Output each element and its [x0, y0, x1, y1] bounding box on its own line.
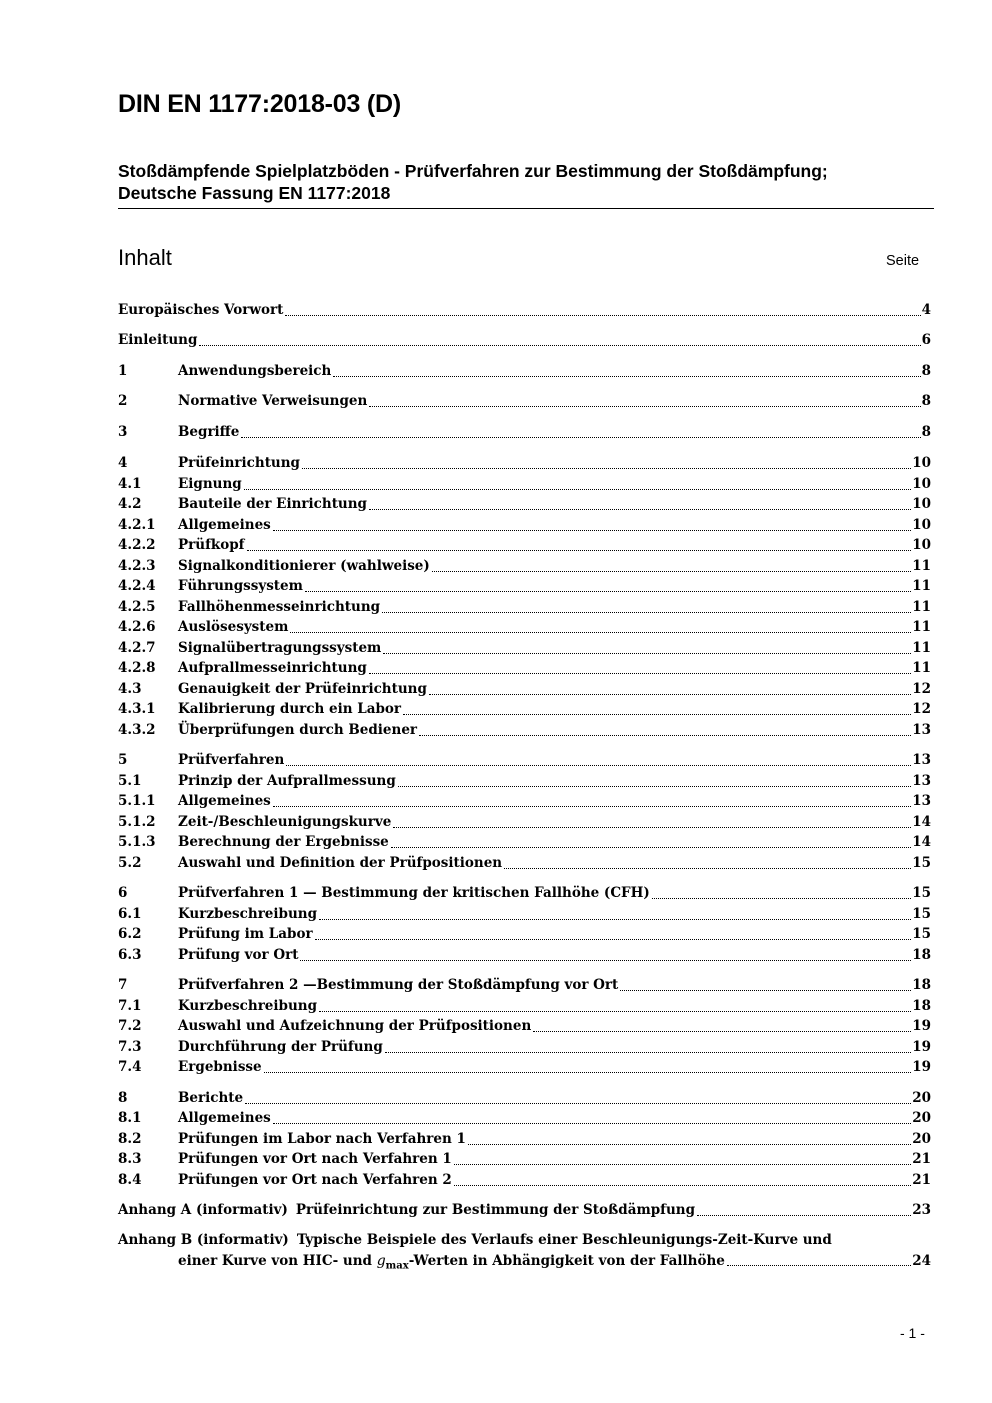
toc-section-title: Prüfverfahren — [178, 752, 285, 768]
document-title: DIN EN 1177:2018-03 (D) — [118, 90, 402, 118]
toc-leader-dots — [454, 1163, 911, 1165]
toc-leader-dots — [429, 693, 911, 695]
toc-section-number: 2 — [118, 393, 128, 409]
toc-page-number: 15 — [912, 885, 931, 901]
toc-section-title: Auslösesystem — [178, 619, 289, 635]
toc-page-number: 8 — [921, 424, 931, 440]
toc-entry[interactable] — [118, 599, 931, 619]
toc-entry[interactable] — [118, 752, 931, 772]
toc-section-title: Prinzip der Aufprallmessung — [178, 773, 396, 789]
toc-page-number: 20 — [912, 1131, 931, 1147]
toc-section-title: Allgemeines — [178, 1110, 271, 1126]
toc-annex-title: Prüfeinrichtung zur Bestimmung der Stoßdämpfung — [295, 1202, 696, 1218]
toc-entry[interactable] — [118, 701, 931, 721]
toc-leader-dots — [273, 805, 911, 807]
toc-section-number: 6.3 — [118, 947, 142, 963]
toc-leader-dots — [286, 764, 911, 766]
toc-section-title: Auswahl und Definition der Prüfpositionen — [178, 855, 503, 871]
toc-page-number: 6 — [921, 332, 931, 348]
toc-section-number: 4.3.2 — [118, 722, 156, 738]
toc-entry[interactable] — [118, 578, 931, 598]
toc-section-number: 7 — [118, 977, 128, 993]
toc-page-number: 15 — [912, 926, 931, 942]
toc-page-number: 8 — [921, 363, 931, 379]
g-max-subscript: max — [385, 1260, 409, 1272]
toc-entry[interactable] — [118, 1172, 931, 1192]
toc-section-number: 4.3 — [118, 681, 142, 697]
toc-section-number: 5.1.3 — [118, 834, 156, 850]
toc-section-title: Aufprallmesseinrichtung — [178, 660, 367, 676]
toc-entry[interactable] — [118, 1090, 931, 1110]
toc-section-number: 7.4 — [118, 1059, 142, 1075]
toc-entry[interactable] — [118, 496, 931, 516]
toc-page-number: 24 — [912, 1253, 931, 1269]
toc-page-number: 10 — [912, 476, 931, 492]
toc-leader-dots — [315, 938, 912, 940]
toc-section-number: 7.3 — [118, 1039, 142, 1055]
toc-section-title: Europäisches Vorwort — [118, 302, 284, 318]
toc-leader-dots — [244, 488, 911, 490]
toc-section-title: Fallhöhenmesseinrichtung — [178, 599, 381, 615]
toc-section-title: Signalübertragungssystem — [178, 640, 382, 656]
toc-annex-label: Anhang B (informativ) — [118, 1232, 289, 1248]
toc-section-number: 1 — [118, 363, 128, 379]
toc-leader-dots — [727, 1264, 911, 1266]
toc-section-number: 5.1.1 — [118, 793, 156, 809]
toc-section-title: Signalkonditionierer (wahlweise) — [178, 558, 430, 574]
toc-leader-dots — [241, 436, 920, 438]
toc-entry[interactable] — [118, 834, 931, 854]
toc-page-number: 13 — [912, 752, 931, 768]
toc-leader-dots — [419, 734, 911, 736]
toc-annex-label: Anhang A (informativ) — [118, 1202, 288, 1218]
toc-leader-dots — [290, 631, 911, 633]
toc-section-title: Zeit-/Beschleunigungskurve — [178, 814, 392, 830]
toc-page-number: 10 — [912, 537, 931, 553]
toc-entry[interactable] — [118, 424, 931, 444]
toc-entry[interactable] — [118, 1131, 931, 1151]
toc-section-title: Eignung — [178, 476, 242, 492]
toc-page-number: 11 — [912, 558, 931, 574]
toc-page-number: 19 — [912, 1039, 931, 1055]
toc-leader-dots — [245, 1102, 911, 1104]
page-column-heading: Seite — [886, 253, 920, 269]
toc-page-number: 18 — [912, 947, 931, 963]
toc-section-title: Prüfkopf — [178, 537, 245, 553]
toc-section-title: Einleitung — [118, 332, 198, 348]
toc-leader-dots — [468, 1143, 911, 1145]
toc-page-number: 10 — [912, 517, 931, 533]
toc-leader-dots — [319, 918, 911, 920]
toc-section-title: Kurzbeschreibung — [178, 906, 318, 922]
toc-entry[interactable] — [118, 363, 931, 383]
toc-entry[interactable] — [118, 517, 931, 537]
toc-entry[interactable] — [118, 977, 931, 997]
toc-section-title: Bauteile der Einrichtung — [178, 496, 367, 512]
toc-section-number: 6.2 — [118, 926, 142, 942]
toc-section-title: Überprüfungen durch Bediener — [178, 722, 418, 738]
toc-entry[interactable] — [118, 1110, 931, 1130]
toc-page-number: 8 — [921, 393, 931, 409]
toc-section-title: Anwendungsbereich — [178, 363, 332, 379]
toc-leader-dots — [247, 549, 912, 551]
toc-page-number: 11 — [912, 599, 931, 615]
toc-annex-title-line2-post: -Werten in Abhängigkeit von der Fallhöhe — [408, 1253, 725, 1269]
toc-page-number: 13 — [912, 773, 931, 789]
toc-page-number: 12 — [912, 681, 931, 697]
toc-section-number: 4.2.1 — [118, 517, 156, 533]
toc-entry[interactable] — [118, 1018, 931, 1038]
toc-entry[interactable] — [118, 947, 931, 967]
toc-page-number: 14 — [912, 834, 931, 850]
toc-page-number: 12 — [912, 701, 931, 717]
toc-entry[interactable] — [118, 1059, 931, 1079]
toc-leader-dots — [264, 1071, 912, 1073]
toc-annex-title-line1: Typische Beispiele des Verlaufs einer Beschleunigungs-Zeit-Kurve und — [296, 1232, 832, 1248]
toc-leader-dots — [300, 959, 911, 961]
subtitle-line-2: Deutsche Fassung EN 1177:2018 — [118, 183, 391, 203]
toc-leader-dots — [652, 897, 911, 899]
toc-section-number: 5.1.2 — [118, 814, 156, 830]
toc-page-number: 21 — [912, 1172, 931, 1188]
toc-section-title: Ergebnisse — [178, 1059, 262, 1075]
toc-page-number: 15 — [912, 855, 931, 871]
toc-section-title: Prüfungen vor Ort nach Verfahren 2 — [178, 1172, 452, 1188]
page-footer-number: - 1 - — [900, 1325, 925, 1341]
toc-section-number: 4.2.8 — [118, 660, 156, 676]
toc-leader-dots — [697, 1214, 911, 1216]
toc-entry-annex-a[interactable] — [118, 1202, 931, 1222]
toc-section-title: Kurzbeschreibung — [178, 998, 318, 1014]
toc-leader-dots — [383, 652, 911, 654]
toc-section-title: Kalibrierung durch ein Labor — [178, 701, 402, 717]
toc-section-number: 7.1 — [118, 998, 142, 1014]
toc-page-number: 20 — [912, 1110, 931, 1126]
toc-page-number: 18 — [912, 998, 931, 1014]
toc-leader-dots — [454, 1184, 911, 1186]
toc-section-title: Durchführung der Prüfung — [178, 1039, 383, 1055]
toc-entry[interactable] — [118, 455, 931, 475]
toc-entry[interactable] — [118, 537, 931, 557]
toc-entry[interactable] — [118, 393, 931, 413]
toc-entry[interactable] — [118, 332, 931, 352]
toc-section-title: Normative Verweisungen — [178, 393, 368, 409]
toc-section-number: 5.1 — [118, 773, 142, 789]
toc-entry-annex-b[interactable] — [118, 1232, 931, 1276]
toc-entry[interactable] — [118, 814, 931, 834]
toc-leader-dots — [273, 1122, 911, 1124]
toc-entry[interactable] — [118, 640, 931, 660]
toc-section-number: 5.2 — [118, 855, 142, 871]
toc-page-number: 18 — [912, 977, 931, 993]
toc-entry[interactable] — [118, 906, 931, 926]
toc-page-number: 20 — [912, 1090, 931, 1106]
toc-page-number: 11 — [912, 619, 931, 635]
toc-entry[interactable] — [118, 302, 931, 322]
toc-section-number: 8.3 — [118, 1151, 142, 1167]
toc-section-number: 4.1 — [118, 476, 142, 492]
toc-entry[interactable] — [118, 681, 931, 701]
toc-page-number: 15 — [912, 906, 931, 922]
toc-section-number: 4.2 — [118, 496, 142, 512]
toc-section-number: 8.1 — [118, 1110, 142, 1126]
toc-leader-dots — [393, 826, 911, 828]
toc-section-number: 4.2.5 — [118, 599, 156, 615]
toc-entry[interactable] — [118, 722, 931, 742]
toc-page-number: 19 — [912, 1018, 931, 1034]
toc-section-title: Begriffe — [178, 424, 240, 440]
toc-section-number: 4.2.7 — [118, 640, 156, 656]
toc-section-title: Allgemeines — [178, 793, 271, 809]
toc-section-number: 6 — [118, 885, 128, 901]
toc-leader-dots — [504, 867, 911, 869]
toc-section-title: Berechnung der Ergebnisse — [178, 834, 389, 850]
toc-section-number: 5 — [118, 752, 128, 768]
toc-page-number: 4 — [921, 302, 931, 318]
toc-page-number: 11 — [912, 660, 931, 676]
toc-section-number: 8 — [118, 1090, 128, 1106]
toc-entry[interactable] — [118, 773, 931, 793]
toc-leader-dots — [432, 570, 911, 572]
toc-section-title: Genauigkeit der Prüfeinrichtung — [178, 681, 427, 697]
toc-leader-dots — [382, 611, 911, 613]
toc-leader-dots — [398, 785, 911, 787]
toc-page-number: 11 — [912, 578, 931, 594]
toc-page-number: 13 — [912, 793, 931, 809]
toc-section-title: Prüfungen im Labor nach Verfahren 1 — [178, 1131, 466, 1147]
toc-page-number: 21 — [912, 1151, 931, 1167]
toc-leader-dots — [620, 989, 911, 991]
toc-section-number: 7.2 — [118, 1018, 142, 1034]
toc-page-number: 23 — [912, 1202, 931, 1218]
toc-leader-dots — [302, 467, 911, 469]
toc-annex-title-line2-pre: einer Kurve von HIC- und — [178, 1253, 377, 1269]
toc-section-title: Prüfverfahren 1 — Bestimmung der kritischen Fallhöhe (CFH) — [178, 885, 650, 901]
toc-entry[interactable] — [118, 885, 931, 905]
toc-section-title: Prüfung vor Ort — [178, 947, 299, 963]
toc-section-number: 4.2.4 — [118, 578, 156, 594]
toc-leader-dots — [369, 508, 911, 510]
toc-leader-dots — [333, 375, 920, 377]
toc-page-number: 13 — [912, 722, 931, 738]
toc-section-number: 4 — [118, 455, 128, 471]
toc-section-number: 4.2.3 — [118, 558, 156, 574]
toc-entry[interactable] — [118, 558, 931, 578]
toc-leader-dots — [273, 529, 911, 531]
toc-section-title: Allgemeines — [178, 517, 271, 533]
toc-entry[interactable] — [118, 1039, 931, 1059]
toc-leader-dots — [385, 1051, 911, 1053]
toc-leader-dots — [369, 672, 911, 674]
toc-section-title: Führungssystem — [178, 578, 303, 594]
toc-entry[interactable] — [118, 855, 931, 875]
g-max-symbol: g — [376, 1253, 386, 1269]
toc-section-title: Prüfung im Labor — [178, 926, 313, 942]
toc-page-number: 11 — [912, 640, 931, 656]
toc-section-number: 4.2.2 — [118, 537, 156, 553]
toc-section-title: Auswahl und Aufzeichnung der Prüfpositionen — [178, 1018, 532, 1034]
toc-section-title: Berichte — [178, 1090, 244, 1106]
toc-entry[interactable] — [118, 998, 931, 1018]
toc-section-number: 4.2.6 — [118, 619, 156, 635]
contents-heading: Inhalt — [118, 245, 172, 270]
toc-section-number: 8.4 — [118, 1172, 142, 1188]
toc-entry[interactable] — [118, 476, 931, 496]
toc-section-number: 6.1 — [118, 906, 142, 922]
document-subtitle — [118, 160, 934, 209]
toc-section-number: 8.2 — [118, 1131, 142, 1147]
toc-leader-dots — [305, 590, 911, 592]
toc-section-title: Prüfverfahren 2 —Bestimmung der Stoßdämpfung vor Ort — [178, 977, 619, 993]
toc-section-number: 4.3.1 — [118, 701, 156, 717]
toc-leader-dots — [403, 713, 911, 715]
toc-leader-dots — [369, 405, 920, 407]
toc-section-title: Prüfeinrichtung — [178, 455, 301, 471]
toc-page-number: 14 — [912, 814, 931, 830]
toc-annex-title-line2 — [178, 1253, 727, 1272]
toc-entry[interactable] — [118, 793, 931, 813]
toc-leader-dots — [533, 1030, 911, 1032]
toc-leader-dots — [319, 1010, 911, 1012]
toc-entry[interactable] — [118, 660, 931, 680]
toc-page-number: 19 — [912, 1059, 931, 1075]
toc-leader-dots — [199, 344, 920, 346]
toc-page-number: 10 — [912, 455, 931, 471]
toc-page-number: 10 — [912, 496, 931, 512]
toc-section-title: Prüfungen vor Ort nach Verfahren 1 — [178, 1151, 452, 1167]
toc-leader-dots — [285, 314, 920, 316]
toc-section-number: 3 — [118, 424, 128, 440]
toc-entry[interactable] — [118, 1151, 931, 1171]
toc-entry[interactable] — [118, 619, 931, 639]
toc-leader-dots — [391, 846, 911, 848]
toc-entry[interactable] — [118, 926, 931, 946]
subtitle-line-1: Stoßdämpfende Spielplatzböden - Prüfverfahren zur Bestimmung der Stoßdämpfung; — [118, 161, 828, 181]
